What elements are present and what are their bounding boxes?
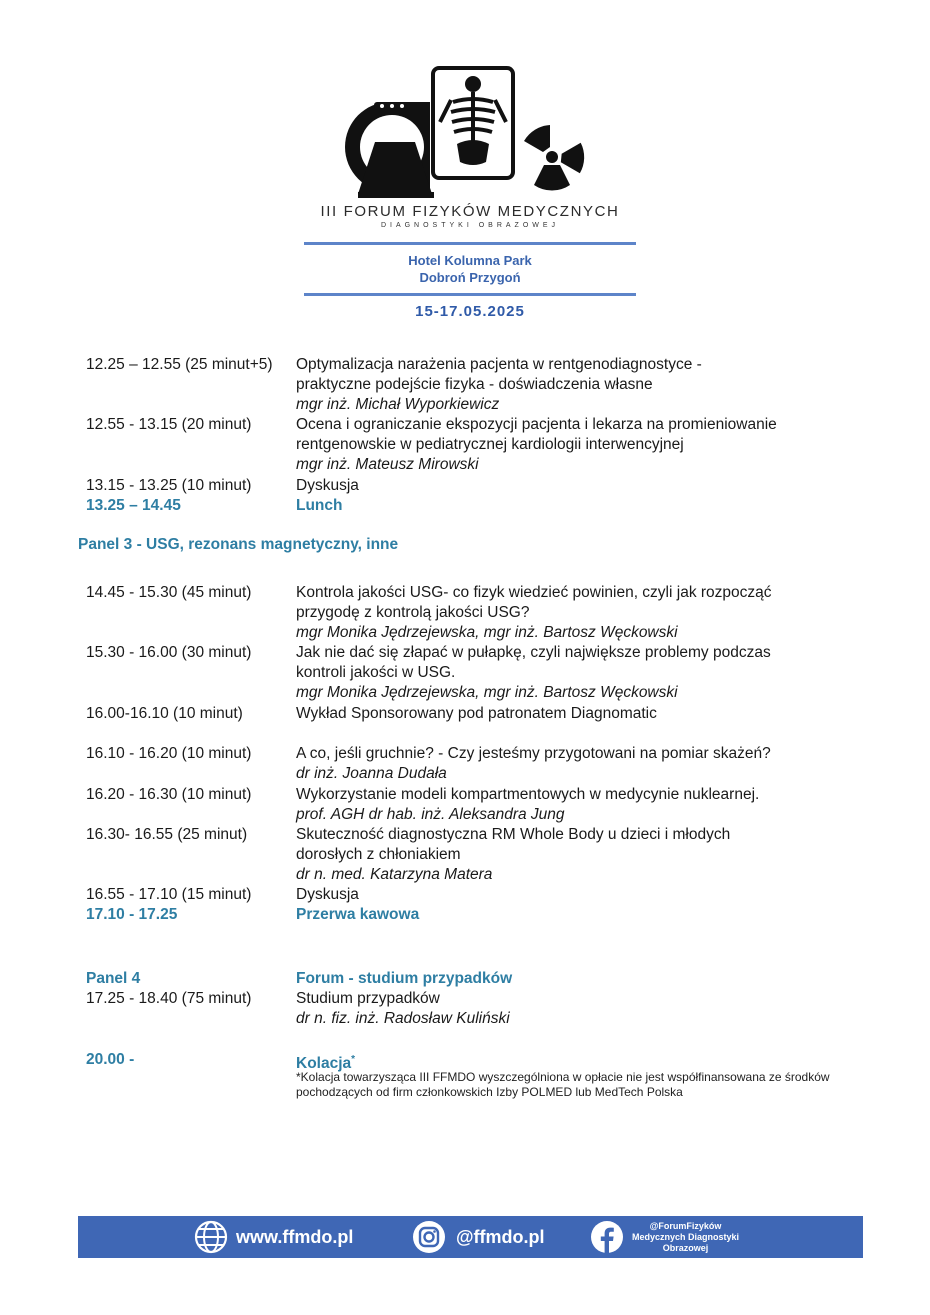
talk-title-line: Skuteczność diagnostyczna RM Whole Body u dzieci i młodych: [296, 826, 731, 843]
speaker: mgr inż. Michał Wyporkiewicz: [296, 396, 500, 413]
talk-title-line: Ocena i ograniczanie ekspozycji pacjenta i lekarza na promieniowanie: [296, 416, 777, 433]
talk-title-line: Kontrola jakości USG- co fizyk wiedzieć powinien, czyli jak rozpocząć: [296, 584, 772, 601]
speaker: mgr inż. Mateusz Mirowski: [296, 456, 479, 473]
talk-title-line: Dyskusja: [296, 886, 359, 903]
talk-title-line: rentgenowskie w pediatrycznej kardiologii interwencyjnej: [296, 436, 684, 453]
speaker: dr n. med. Katarzyna Matera: [296, 866, 493, 883]
talk-title-line: przygodę z kontrolą jakości USG?: [296, 604, 530, 621]
talk-title-line: Jak nie dać się złapać w pułapkę, czyli największe problemy podczas: [296, 644, 771, 661]
website-link[interactable]: www.ffmdo.pl: [236, 1226, 354, 1247]
forum-subtitle: DIAGNOSTYKI OBRAZOWEJ: [380, 222, 560, 229]
talk-title-line: A co, jeśli gruchnie? - Czy jesteśmy przygotowani na pomiar skażeń?: [296, 745, 771, 762]
panel-3-heading: Panel 3 - USG, rezonans magnetyczny, inne: [78, 536, 399, 553]
talk-title-line: Wykorzystanie modeli kompartmentowych w medycynie nuklearnej.: [296, 786, 760, 803]
talk-title-line: kontroli jakości w USG.: [296, 664, 456, 681]
footer-instagram[interactable]: [412, 1216, 545, 1258]
time-slot: 17.25 - 18.40 (75 minut): [86, 990, 252, 1007]
facebook-icon: [590, 1220, 624, 1254]
dinner-label: Kolacja: [296, 1055, 352, 1073]
time-slot: 16.20 - 16.30 (10 minut): [86, 786, 252, 803]
xray-skeleton-icon: [433, 68, 513, 178]
facebook-line: Obrazowej: [662, 1242, 709, 1253]
talk-title-line: Wykład Sponsorowany pod patronatem Diagnomatic: [296, 705, 657, 722]
footer-website[interactable]: [194, 1216, 353, 1258]
time-slot: 16.55 - 17.10 (15 minut): [86, 886, 252, 903]
radiation-icon: [524, 125, 594, 191]
coffee-time: 17.10 - 17.25: [86, 906, 178, 923]
talk-title-line: Optymalizacja narażenia pacjenta w rentgenodiagnostyce -: [296, 356, 702, 373]
facebook-page-name[interactable]: [632, 1221, 739, 1254]
lunch-time: 13.25 – 14.45: [86, 497, 181, 514]
footer-facebook[interactable]: [590, 1216, 739, 1258]
time-slot: 16.10 - 16.20 (10 minut): [86, 745, 252, 762]
forum-title: III FORUM FIZYKÓW MEDYCZNYCH: [320, 203, 620, 220]
talk-title-line: Studium przypadków: [296, 990, 440, 1007]
speaker: dr inż. Joanna Dudała: [296, 765, 447, 782]
panel-4-label: Panel 4: [86, 970, 141, 987]
divider-bottom: [304, 293, 636, 296]
speaker: mgr Monika Jędrzejewska, mgr inż. Bartosz Węckowski: [296, 684, 678, 701]
dinner-footnote-mark: *: [351, 1054, 356, 1065]
lunch-label: Lunch: [296, 497, 343, 514]
footer-bar: [78, 1216, 863, 1258]
talk-title-line: Dyskusja: [296, 477, 359, 494]
speaker: prof. AGH dr hab. inż. Aleksandra Jung: [296, 806, 565, 823]
time-slot: 14.45 - 15.30 (45 minut): [86, 584, 252, 601]
facebook-line: Medycznych Diagnostyki: [632, 1231, 740, 1242]
time-slot: 13.15 - 13.25 (10 minut): [86, 477, 252, 494]
instagram-link[interactable]: @ffmdo.pl: [456, 1226, 545, 1247]
instagram-icon: [412, 1220, 446, 1254]
forum-logo: [340, 62, 600, 202]
globe-icon: [194, 1220, 228, 1254]
time-slot: 15.30 - 16.00 (30 minut): [86, 644, 252, 661]
panel-4-title: Forum - studium przypadków: [296, 970, 513, 987]
venue-location: Dobroń Przygoń: [419, 270, 521, 285]
talk-title-line: dorosłych z chłoniakiem: [296, 846, 461, 863]
coffee-label: Przerwa kawowa: [296, 906, 420, 923]
divider-top: [304, 242, 636, 245]
time-slot: 12.55 - 13.15 (20 minut): [86, 416, 252, 433]
talk-title-line: praktyczne podejście fizyka - doświadczenia własne: [296, 376, 653, 393]
venue-name: Hotel Kolumna Park: [408, 253, 532, 268]
mri-scanner-icon: [345, 102, 434, 198]
event-date: 15-17.05.2025: [415, 303, 525, 320]
facebook-line: @ForumFizyków: [649, 1220, 722, 1231]
time-slot: 12.25 – 12.55 (25 minut+5): [86, 356, 273, 373]
dinner-time: 20.00 -: [86, 1051, 135, 1068]
dinner-footnote: *Kolacja towarzysząca III FFMDO wyszczególniona w opłacie nie jest współfinansowana ze środków pochodzących od firm członkowskich Izby POLMED lub MedTech Polska: [296, 1070, 830, 1099]
time-slot: 16.30- 16.55 (25 minut): [86, 826, 248, 843]
speaker: dr n. fiz. inż. Radosław Kuliński: [296, 1010, 510, 1027]
speaker: mgr Monika Jędrzejewska, mgr inż. Bartosz Węckowski: [296, 624, 678, 641]
time-slot: 16.00-16.10 (10 minut): [86, 705, 243, 722]
